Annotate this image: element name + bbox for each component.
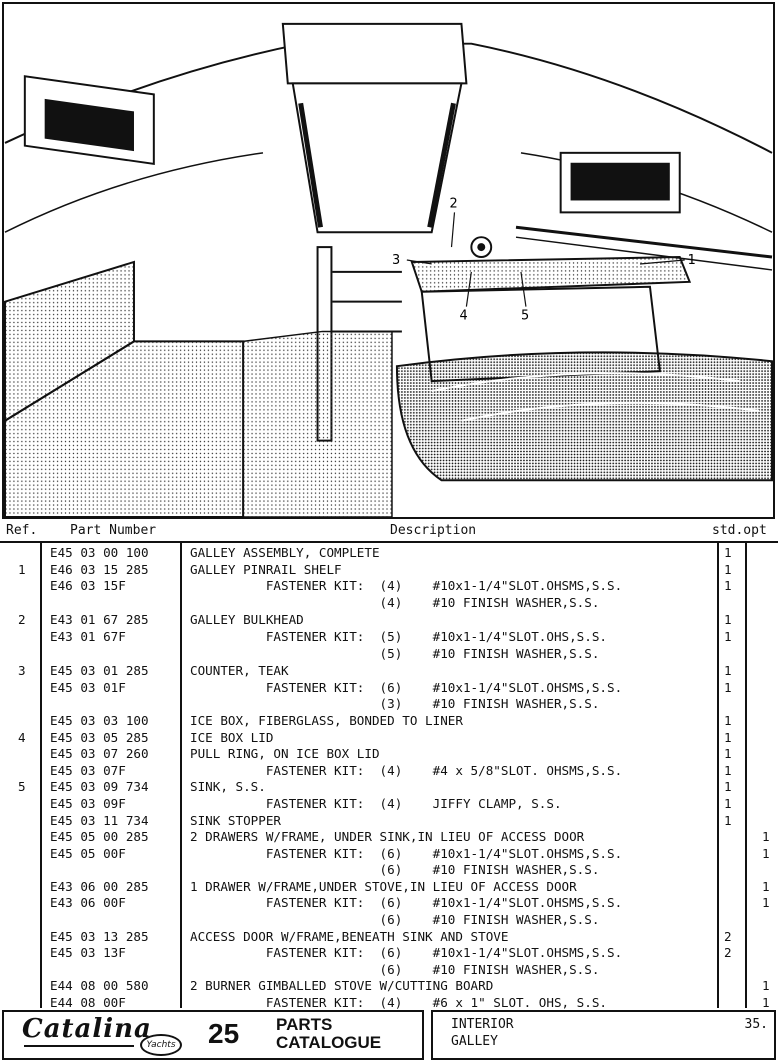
description-cell: GALLEY BULKHEAD	[190, 612, 304, 628]
table-row	[0, 779, 778, 796]
std-cell: 1	[724, 762, 732, 778]
description-cell: FASTENER KIT: (6) #10x1-1/4"SLOT.OHSMS,S.S.	[190, 845, 623, 861]
description-cell: 1 DRAWER W/FRAME,UNDER STOVE,IN LIEU OF ACCESS DOOR	[190, 878, 577, 894]
table-row	[0, 646, 778, 663]
part-number-cell: E43 01 67F	[50, 628, 126, 644]
opt-cell: 1	[762, 995, 770, 1011]
table-row	[0, 713, 778, 730]
header-divider	[0, 541, 778, 543]
description-cell: FASTENER KIT: (6) #10x1-1/4"SLOT.OHSMS,S.S.	[190, 679, 623, 695]
description-cell: FASTENER KIT: (4) #10x1-1/4"SLOT.OHSMS,S.S.	[190, 578, 623, 594]
std-cell: 1	[724, 795, 732, 811]
callout-1: 1	[687, 252, 696, 268]
description-cell: (4) #10 FINISH WASHER,S.S.	[190, 594, 600, 610]
table-row	[0, 829, 778, 846]
part-number-cell: E45 03 09F	[50, 795, 126, 811]
table-row	[0, 562, 778, 579]
ref-cell: 4	[18, 729, 26, 745]
catalogue-line-2: CATALOGUE	[276, 1033, 382, 1052]
table-row	[0, 746, 778, 763]
description-cell: COUNTER, TEAK	[190, 663, 289, 679]
part-number-cell: E45 03 00 100	[50, 545, 149, 560]
table-row	[0, 663, 778, 680]
cabin-interior-drawing	[4, 4, 773, 517]
section-box	[431, 1010, 776, 1060]
table-row	[0, 578, 778, 595]
part-number-cell: E45 03 07 260	[50, 746, 149, 762]
part-number-cell: E45 05 00 285	[50, 829, 149, 845]
description-cell: GALLEY PINRAIL SHELF	[190, 561, 342, 577]
std-cell: 2	[724, 928, 732, 944]
std-cell: 1	[724, 712, 732, 728]
std-cell: 1	[724, 746, 732, 762]
description-cell: PULL RING, ON ICE BOX LID	[190, 746, 380, 762]
std-cell: 1	[724, 612, 732, 628]
std-cell: 1	[724, 663, 732, 679]
std-cell: 1	[724, 578, 732, 594]
ref-cell: 2	[18, 612, 26, 628]
table-row	[0, 629, 778, 646]
std-cell: 2	[724, 945, 732, 961]
description-cell: ICE BOX LID	[190, 729, 274, 745]
part-number-cell: E43 06 00F	[50, 895, 126, 911]
table-row	[0, 962, 778, 979]
footer	[0, 1010, 778, 1062]
description-cell: FASTENER KIT: (5) #10x1-1/4"SLOT.OHS,S.S.	[190, 628, 608, 644]
std-cell: 1	[724, 679, 732, 695]
std-cell: 1	[724, 729, 732, 745]
part-number-cell: E44 08 00 580	[50, 978, 149, 994]
part-number-cell: E45 03 01 285	[50, 663, 149, 679]
part-number-cell: E45 03 05 285	[50, 729, 149, 745]
header-std-opt: std.opt	[712, 523, 767, 538]
description-cell: (6) #10 FINISH WASHER,S.S.	[190, 862, 600, 878]
description-cell: (3) #10 FINISH WASHER,S.S.	[190, 696, 600, 712]
yachts-badge: Yachts	[140, 1034, 182, 1056]
std-cell: 1	[724, 779, 732, 795]
part-number-cell: E45 03 07F	[50, 762, 126, 778]
callout-4: 4	[459, 308, 468, 324]
subsection-name: GALLEY	[451, 1034, 498, 1049]
ref-cell: 3	[18, 663, 26, 679]
header-part-number: Part Number	[70, 523, 157, 538]
logo-underline	[24, 1045, 134, 1047]
part-number-cell: E46 03 15F	[50, 578, 126, 594]
table-row	[0, 929, 778, 946]
description-cell: (5) #10 FINISH WASHER,S.S.	[190, 645, 600, 661]
description-cell: (6) #10 FINISH WASHER,S.S.	[190, 961, 600, 977]
part-number-cell: E46 03 15 285	[50, 561, 149, 577]
part-number-cell: E45 03 11 734	[50, 812, 149, 828]
table-row	[0, 879, 778, 896]
table-row	[0, 595, 778, 612]
header-description: Description	[390, 523, 477, 538]
parts-table	[0, 545, 778, 1012]
description-cell: ICE BOX, FIBERGLASS, BONDED TO LINER	[190, 712, 463, 728]
catalogue-line-1: PARTS	[276, 1015, 333, 1034]
part-number-cell: E45 05 00F	[50, 845, 126, 861]
std-cell: 1	[724, 628, 732, 644]
part-number-cell: E43 01 67 285	[50, 612, 149, 628]
part-number-cell: E45 03 09 734	[50, 779, 149, 795]
opt-cell: 1	[762, 878, 770, 894]
table-row	[0, 945, 778, 962]
table-row	[0, 862, 778, 879]
table-row	[0, 730, 778, 747]
catalina-logo: Catalina	[22, 1014, 152, 1044]
description-cell: 2 DRAWERS W/FRAME, UNDER SINK,IN LIEU OF ACCESS DOOR	[190, 829, 585, 845]
description-cell: SINK, S.S.	[190, 779, 266, 795]
header-ref: Ref.	[6, 523, 38, 538]
table-row	[0, 612, 778, 629]
table-row	[0, 796, 778, 813]
description-cell: FASTENER KIT: (4) #6 x 1" SLOT. OHS, S.S.	[190, 995, 608, 1011]
table-row	[0, 696, 778, 713]
table-row	[0, 763, 778, 780]
opt-cell: 1	[762, 978, 770, 994]
opt-cell: 1	[762, 845, 770, 861]
part-number-cell: E45 03 03 100	[50, 712, 149, 728]
ref-cell: 1	[18, 561, 26, 577]
description-cell: GALLEY ASSEMBLY, COMPLETE	[190, 545, 380, 560]
description-cell: FASTENER KIT: (6) #10x1-1/4"SLOT.OHSMS,S.S.	[190, 895, 623, 911]
table-row	[0, 978, 778, 995]
part-number-cell: E45 03 01F	[50, 679, 126, 695]
model-number: 25	[208, 1018, 240, 1049]
std-cell: 1	[724, 812, 732, 828]
description-cell: FASTENER KIT: (6) #10x1-1/4"SLOT.OHSMS,S.S.	[190, 945, 623, 961]
table-row	[0, 545, 778, 562]
galley-illustration	[2, 2, 775, 519]
table-row	[0, 680, 778, 697]
ref-cell: 5	[18, 779, 26, 795]
part-number-cell: E43 06 00 285	[50, 878, 149, 894]
catalogue-label	[276, 1016, 381, 1052]
opt-cell: 1	[762, 895, 770, 911]
table-row	[0, 912, 778, 929]
description-cell: SINK STOPPER	[190, 812, 281, 828]
description-cell: 2 BURNER GIMBALLED STOVE W/CUTTING BOARD	[190, 978, 494, 994]
part-number-cell: E45 03 13F	[50, 945, 126, 961]
part-number-cell: E45 03 13 285	[50, 928, 149, 944]
description-cell: FASTENER KIT: (4) #4 x 5/8"SLOT. OHSMS,S.S.	[190, 762, 623, 778]
description-cell: (6) #10 FINISH WASHER,S.S.	[190, 912, 600, 928]
description-cell: FASTENER KIT: (4) JIFFY CLAMP, S.S.	[190, 795, 562, 811]
part-number-cell: E44 08 00F	[50, 995, 126, 1011]
table-row	[0, 813, 778, 830]
table-row	[0, 895, 778, 912]
std-cell: 1	[724, 561, 732, 577]
page-number: 35.	[744, 1017, 768, 1032]
opt-cell: 1	[762, 829, 770, 845]
std-cell: 1	[724, 545, 732, 560]
table-row	[0, 846, 778, 863]
callout-2: 2	[449, 196, 458, 212]
description-cell: ACCESS DOOR W/FRAME,BENEATH SINK AND STOVE	[190, 928, 509, 944]
callout-3: 3	[391, 252, 401, 268]
callout-5: 5	[520, 308, 530, 324]
catalogue-title-box	[2, 1010, 424, 1060]
section-name: INTERIOR	[451, 1017, 514, 1032]
